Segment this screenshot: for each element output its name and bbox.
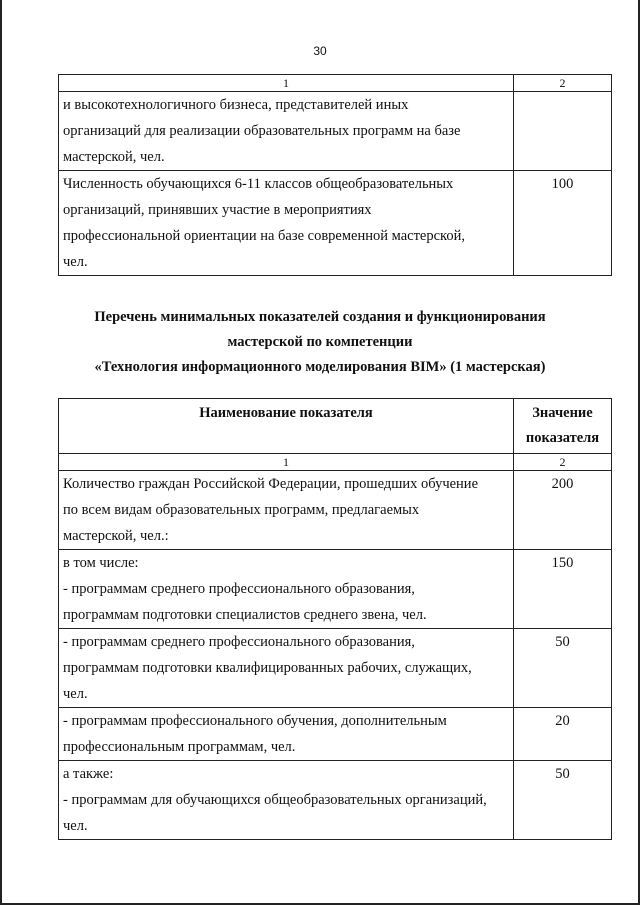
heading-line: мастерской по компетенции bbox=[227, 334, 413, 350]
indicator-value-cell: 20 bbox=[514, 708, 612, 761]
indicator-value-cell: 100 bbox=[514, 171, 612, 276]
table-row bbox=[59, 708, 612, 761]
page-number: 30 bbox=[313, 44, 327, 58]
header-indicator-name: Наименование показателя bbox=[59, 399, 514, 454]
cell-line: - программам среднего профессионального образования, bbox=[63, 634, 415, 650]
cell-line: чел. bbox=[63, 818, 88, 834]
indicator-name-cell bbox=[59, 629, 514, 708]
table-row bbox=[59, 471, 612, 550]
header-indicator-value bbox=[514, 399, 612, 454]
table-row bbox=[59, 761, 612, 840]
table-row bbox=[59, 550, 612, 629]
cell-line: - программам для обучающихся общеобразовательных организаций, bbox=[63, 792, 487, 808]
indicator-value-cell: 50 bbox=[514, 629, 612, 708]
page-left-edge bbox=[0, 0, 2, 905]
table-number-row bbox=[59, 75, 612, 92]
cell-line: программам подготовки квалифицированных рабочих, служащих, bbox=[63, 660, 472, 676]
column-number-2: 2 bbox=[514, 75, 612, 92]
cell-line: программам подготовки специалистов среднего звена, чел. bbox=[63, 607, 427, 623]
cell-line: - программам среднего профессионального образования, bbox=[63, 581, 415, 597]
table-row bbox=[59, 171, 612, 276]
heading-line: «Технология информационного моделирования BIM» (1 мастерская) bbox=[94, 359, 546, 375]
indicator-name-cell bbox=[59, 550, 514, 629]
indicator-name-cell bbox=[59, 171, 514, 276]
column-number-2: 2 bbox=[514, 454, 612, 471]
cell-line: - программам профессионального обучения, дополнительным bbox=[63, 713, 447, 729]
cell-line: профессиональным программам, чел. bbox=[63, 739, 296, 755]
indicator-name-cell bbox=[59, 92, 514, 171]
cell-line: в том числе: bbox=[63, 555, 139, 571]
column-number-1: 1 bbox=[59, 75, 514, 92]
cell-line: по всем видам образовательных программ, предлагаемых bbox=[63, 502, 420, 518]
table-row bbox=[59, 629, 612, 708]
cell-line: Количество граждан Российской Федерации, прошедших обучение bbox=[63, 476, 479, 492]
column-number-1: 1 bbox=[59, 454, 514, 471]
cell-line: мастерской, чел.: bbox=[63, 528, 169, 544]
cell-line: мастерской, чел. bbox=[63, 149, 165, 165]
indicator-name-cell bbox=[59, 761, 514, 840]
cell-line: профессиональной ориентации на базе современной мастерской, bbox=[63, 228, 465, 244]
indicators-table bbox=[58, 398, 612, 840]
cell-line: организаций для реализации образовательных программ на базе bbox=[63, 123, 461, 139]
cell-line: и высокотехнологичного бизнеса, представителей иных bbox=[63, 97, 409, 113]
header-line: показателя bbox=[525, 430, 600, 446]
indicator-value-cell bbox=[514, 92, 612, 171]
indicator-value-cell: 50 bbox=[514, 761, 612, 840]
indicator-name-cell bbox=[59, 471, 514, 550]
continuation-table bbox=[58, 74, 612, 276]
section-heading bbox=[0, 305, 640, 380]
cell-line: а также: bbox=[63, 766, 114, 782]
cell-line: чел. bbox=[63, 686, 88, 702]
header-line: Значение bbox=[532, 405, 593, 421]
cell-line: Численность обучающихся 6-11 классов общеобразовательных bbox=[63, 176, 454, 192]
indicator-value-cell: 200 bbox=[514, 471, 612, 550]
cell-line: чел. bbox=[63, 254, 88, 270]
cell-line: организаций, принявших участие в мероприятиях bbox=[63, 202, 372, 218]
heading-line: Перечень минимальных показателей создания и функционирования bbox=[94, 309, 546, 325]
indicator-value-cell: 150 bbox=[514, 550, 612, 629]
indicator-name-cell bbox=[59, 708, 514, 761]
table-row bbox=[59, 92, 612, 171]
table-header-row bbox=[59, 399, 612, 454]
table-number-row bbox=[59, 454, 612, 471]
